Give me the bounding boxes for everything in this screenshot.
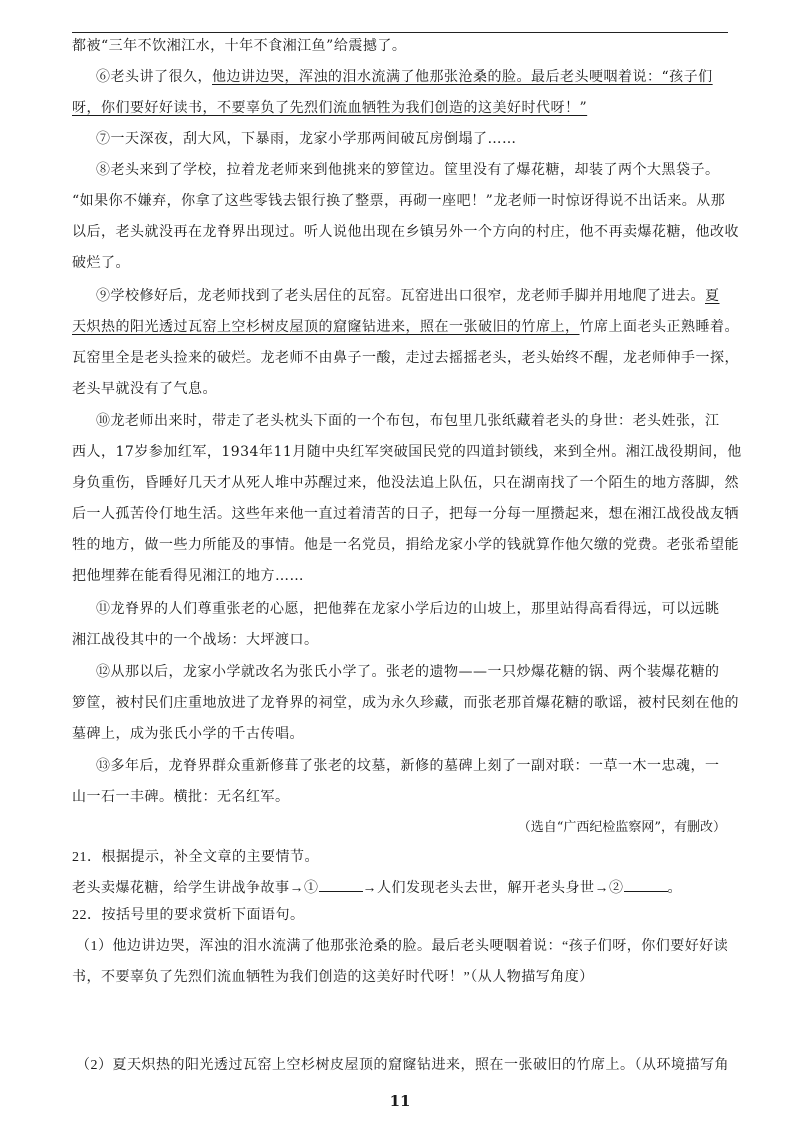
header-rule <box>72 32 728 33</box>
paragraph-8-line-1: ⑧老头来到了学校，拉着龙老师来到他挑来的箩筐边。筐里没有了爆花糖，却装了两个大黑袋子。 <box>96 162 720 178</box>
passage-text: 竹席上面老头正熟睡着。 <box>579 319 739 335</box>
paragraph-12-line-3: 墓碑上，成为张氏小学的千古传唱。 <box>72 726 304 742</box>
paragraph-6-line-2: 呀，你们要好好读书，不要辜负了先烈们流血牺牲为我们创造的这美好时代呀！” <box>72 100 588 116</box>
underlined-sentence: 夏 <box>705 288 720 304</box>
paragraph-12-line-2: 箩筐，被村民们庄重地放进了龙脊界的祠堂，成为永久珍藏，而张老那首爆花糖的歌谣，被村民刻在他的 <box>72 695 739 711</box>
underlined-sentence: 天炽热的阳光透过瓦窑上空杉树皮屋顶的窟窿钻进来，照在一张破旧的竹席上， <box>72 319 580 335</box>
source-attribution: （选自“广西纪检监察网”，有删改） <box>517 820 726 835</box>
prompt-text: →人们发现老头去世，解开老头身世→② <box>362 881 624 896</box>
paragraph-9-line-4: 老头早就没有了气息。 <box>72 381 217 397</box>
paragraph-6-line-1 <box>96 67 713 87</box>
paragraph-8-line-3: 以后，老头就没再在龙脊界出现过。听人说他出现在乡镇另外一个方向的村庄，他不再卖爆花糖，他改收 <box>72 224 739 240</box>
paragraph-13-line-1: ⑬多年后，龙脊界群众重新修葺了张老的坟墓，新修的墓碑上刻了一副对联：一草一木一忠魂，一 <box>96 758 720 774</box>
paragraph-10-line-2: 西人，17岁参加红军，1934年11月随中央红军突破国民党的四道封锁线，来到全州。湘江战役期间，他 <box>72 444 742 460</box>
paragraph-10-line-4: 后一人孤苦伶仃地生活。这些年来他一直过着清苦的日子，把每一分每一厘攒起来，想在湘江战役战友牺 <box>72 506 739 522</box>
paragraph-10-line-3: 身负重伤，昏睡好几天才从死人堆中苏醒过来，他没法追上队伍，只在湖南找了一个陌生的地方落脚，然 <box>72 475 739 491</box>
paragraph-8-line-2: “如果你不嫌弃，你拿了这些零钱去银行换了整票，再砌一座吧！”龙老师一时惊讶得说不出话来。从那 <box>72 193 726 209</box>
question-21-prompt <box>72 877 682 899</box>
question-22: 22．按括号里的要求赏析下面语句。 <box>72 908 305 923</box>
paragraph-7: ⑦一天深夜，刮大风，下暴雨，龙家小学那两间破瓦房倒塌了…… <box>96 131 517 147</box>
question-22-1-line-1: （1）他边讲边哭，浑浊的泪水流满了他那张沧桑的脸。最后老头哽咽着说：“孩子们呀，你们要好好读 <box>76 939 729 954</box>
passage-line: 都被“三年不饮湘江水，十年不食湘江鱼”给震撼了。 <box>72 38 407 54</box>
answer-blank-1[interactable] <box>319 877 363 892</box>
question-22-2: （2）夏天炽热的阳光透过瓦窑上空杉树皮屋顶的窟窿钻进来，照在一张破旧的竹席上。（从环境描写角 <box>76 1058 729 1073</box>
passage-text: 老头讲了很久， <box>110 69 212 85</box>
question-22-1-line-2: 书，不要辜负了先烈们流血牺牲为我们创造的这美好时代呀！”（从人物描写角度） <box>72 970 594 985</box>
paragraph-12-line-1: ⑫从那以后，龙家小学就改名为张氏小学了。张老的遗物——一只炒爆花糖的锅、两个装爆花糖的 <box>96 664 720 680</box>
paragraph-11-line-1: ⑪龙脊界的人们尊重张老的心愿，把他葬在龙家小学后边的山坡上，那里站得高看得远，可以远眺 <box>96 601 720 617</box>
prompt-text: 。 <box>667 881 682 896</box>
question-21: 21．根据提示，补全文章的主要情节。 <box>72 850 319 865</box>
paragraph-10-line-1: ⑩龙老师出来时，带走了老头枕头下面的一个布包，布包里几张纸藏着老头的身世：老头姓张，江 <box>96 413 720 429</box>
paragraph-9-line-3: 瓦窑里全是老头捡来的破烂。龙老师不由鼻子一酸，走过去摇摇老头，老头始终不醒，龙老师伸手一探， <box>72 350 739 366</box>
page-number: 11 <box>389 1092 411 1110</box>
paragraph-11-line-2: 湘江战役其中的一个战场：大坪渡口。 <box>72 632 319 648</box>
answer-blank-2[interactable] <box>624 877 668 892</box>
paragraph-13-line-2: 山一石一丰碑。横批：无名红军。 <box>72 789 290 805</box>
passage-text: ⑨学校修好后，龙老师找到了老头居住的瓦窑。瓦窑进出口很窄，龙老师手脚并用地爬了进去。 <box>96 288 705 304</box>
paragraph-9-line-2 <box>72 317 739 337</box>
paragraph-10-line-6: 把他埋葬在能看得见湘江的地方…… <box>72 568 304 584</box>
paragraph-10-line-5: 牲的地方，做一些力所能及的事情。他是一名党员，捐给龙家小学的钱就算作他欠缴的党费。老张希望能 <box>72 537 739 553</box>
paragraph-number: ⑥ <box>96 69 111 85</box>
paragraph-9-line-1 <box>96 286 720 306</box>
paragraph-8-line-4: 破烂了。 <box>72 255 130 271</box>
underlined-sentence: 他边讲边哭，浑浊的泪水流满了他那张沧桑的脸。最后老头哽咽着说：“孩子们 <box>212 69 713 85</box>
prompt-text: 老头卖爆花糖，给学生讲战争故事→① <box>72 881 319 896</box>
